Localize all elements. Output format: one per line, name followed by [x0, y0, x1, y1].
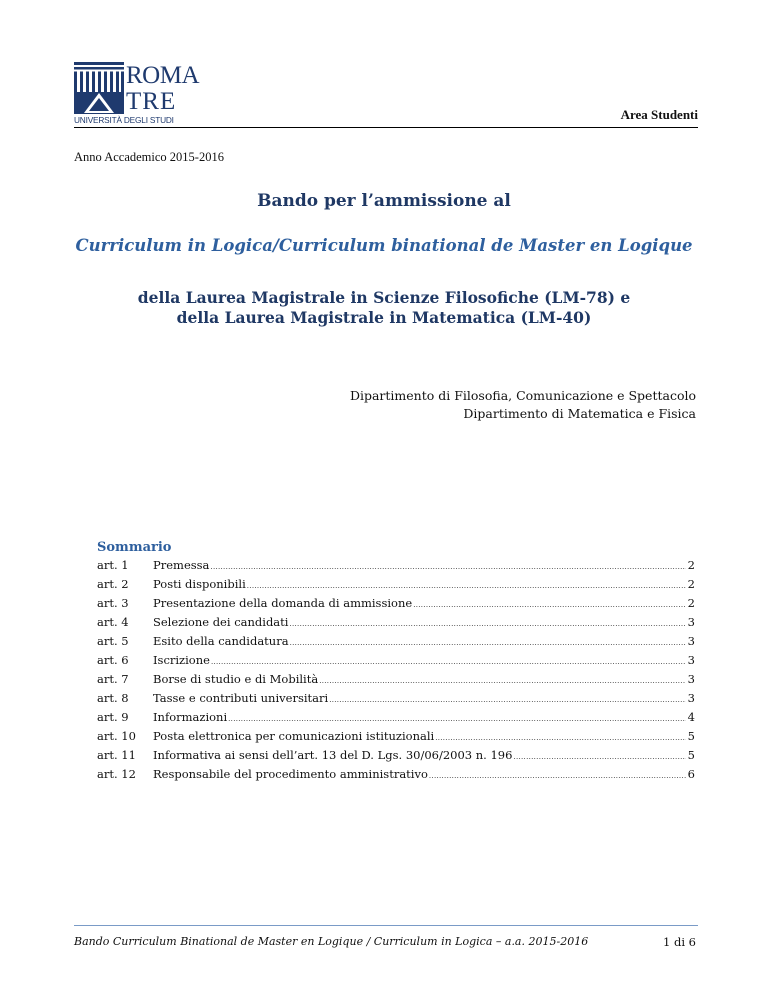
toc-item-page: 2: [687, 577, 695, 591]
toc-leader: [210, 563, 686, 571]
toc-item-number: art. 9: [97, 710, 129, 724]
toc-leader: [289, 620, 686, 628]
toc-title: Sommario: [97, 540, 172, 555]
toc-item-number: art. 12: [97, 767, 136, 781]
toc-item-number: art. 4: [97, 615, 129, 629]
header-divider: [74, 127, 698, 128]
toc-item-number: art. 2: [97, 577, 129, 591]
document-subtitle: Curriculum in Logica/Curriculum binational de Master en Logique: [75, 236, 693, 255]
toc-item-text: Informazioni: [153, 710, 228, 724]
toc-item-text: Presentazione della domanda di ammissione: [153, 596, 413, 610]
toc-item-informativa[interactable]: [97, 748, 695, 767]
toc-item-selezione-candidati[interactable]: [97, 615, 695, 634]
toc-leader: [290, 639, 686, 647]
toc-item-responsabile[interactable]: [97, 767, 695, 786]
toc-item-page: 3: [687, 615, 695, 629]
toc-item-number: art. 1: [97, 558, 129, 572]
toc-item-page: 4: [687, 710, 695, 724]
toc-item-posti-disponibili[interactable]: [97, 577, 695, 596]
toc-item-text: Esito della candidatura: [153, 634, 289, 648]
toc-item-number: art. 5: [97, 634, 129, 648]
toc-leader: [247, 582, 686, 590]
toc-item-premessa[interactable]: [97, 558, 695, 577]
toc-item-number: art. 10: [97, 729, 136, 743]
footer-title: Bando Curriculum Binational de Master en Logique / Curriculum in Logica – a.a. 2015-2016: [74, 935, 589, 948]
toc-leader: [228, 715, 686, 723]
degree-line-2: della Laurea Magistrale in Matematica (LM-40): [176, 308, 592, 327]
logo-tre-text: TRE: [126, 88, 177, 115]
toc-item-page: 2: [687, 596, 695, 610]
university-logo: [74, 62, 200, 125]
toc-item-text: Premessa: [153, 558, 210, 572]
toc-leader: [211, 658, 686, 666]
toc-item-iscrizione[interactable]: [97, 653, 695, 672]
toc-leader: [319, 677, 686, 685]
toc-item-number: art. 6: [97, 653, 129, 667]
logo-roma-text: ROMA: [126, 62, 200, 89]
academic-year: Anno Accademico 2015-2016: [74, 150, 224, 164]
toc-item-presentazione-domanda[interactable]: [97, 596, 695, 615]
toc-item-page: 3: [687, 653, 695, 667]
toc-item-number: art. 3: [97, 596, 129, 610]
toc-item-text: Informativa ai sensi dell’art. 13 del D. Lgs. 30/06/2003 n. 196: [153, 748, 513, 762]
toc-item-text: Borse di studio e di Mobilità: [153, 672, 319, 686]
toc-item-page: 2: [687, 558, 695, 572]
toc-item-text: Iscrizione: [153, 653, 210, 667]
toc-item-text: Selezione dei candidati: [153, 615, 289, 629]
toc-item-number: art. 8: [97, 691, 129, 705]
toc-leader: [513, 753, 686, 761]
toc-item-number: art. 11: [97, 748, 136, 762]
toc-item-posta-elettronica[interactable]: [97, 729, 695, 748]
toc-leader: [413, 601, 686, 609]
toc-leader: [435, 734, 686, 742]
toc-item-informazioni[interactable]: [97, 710, 695, 729]
document-title: Bando per l’ammissione al: [257, 191, 511, 211]
toc-leader: [429, 772, 686, 780]
toc-item-text: Tasse e contributi universitari: [153, 691, 329, 705]
toc-item-text: Posta elettronica per comunicazioni istituzionali: [153, 729, 435, 743]
table-of-contents: [97, 558, 695, 786]
toc-item-esito-candidatura[interactable]: [97, 634, 695, 653]
toc-leader: [329, 696, 686, 704]
toc-item-page: 3: [687, 672, 695, 686]
toc-item-page: 5: [687, 748, 695, 762]
department-1: Dipartimento di Filosofia, Comunicazione e Spettacolo: [349, 388, 696, 403]
toc-item-page: 5: [687, 729, 695, 743]
toc-item-tasse-contributi[interactable]: [97, 691, 695, 710]
department-2: Dipartimento di Matematica e Fisica: [463, 406, 696, 421]
toc-item-page: 3: [687, 691, 695, 705]
toc-item-text: Responsabile del procedimento amministrativo: [153, 767, 428, 781]
toc-item-page: 3: [687, 634, 695, 648]
page-number: 1 di 6: [663, 935, 696, 949]
footer-divider: [74, 925, 698, 926]
toc-item-text: Posti disponibili: [153, 577, 246, 591]
degree-line-1: della Laurea Magistrale in Scienze Filosofiche (LM-78) e: [137, 288, 631, 307]
toc-item-number: art. 7: [97, 672, 129, 686]
toc-item-page: 6: [687, 767, 695, 781]
area-studenti-label: Area Studenti: [620, 107, 698, 122]
roma-tre-logo-icon: [74, 62, 124, 114]
toc-item-borse-di-studio[interactable]: [97, 672, 695, 691]
logo-university-text: UNIVERSITÀ DEGLI STUDI: [74, 115, 174, 125]
